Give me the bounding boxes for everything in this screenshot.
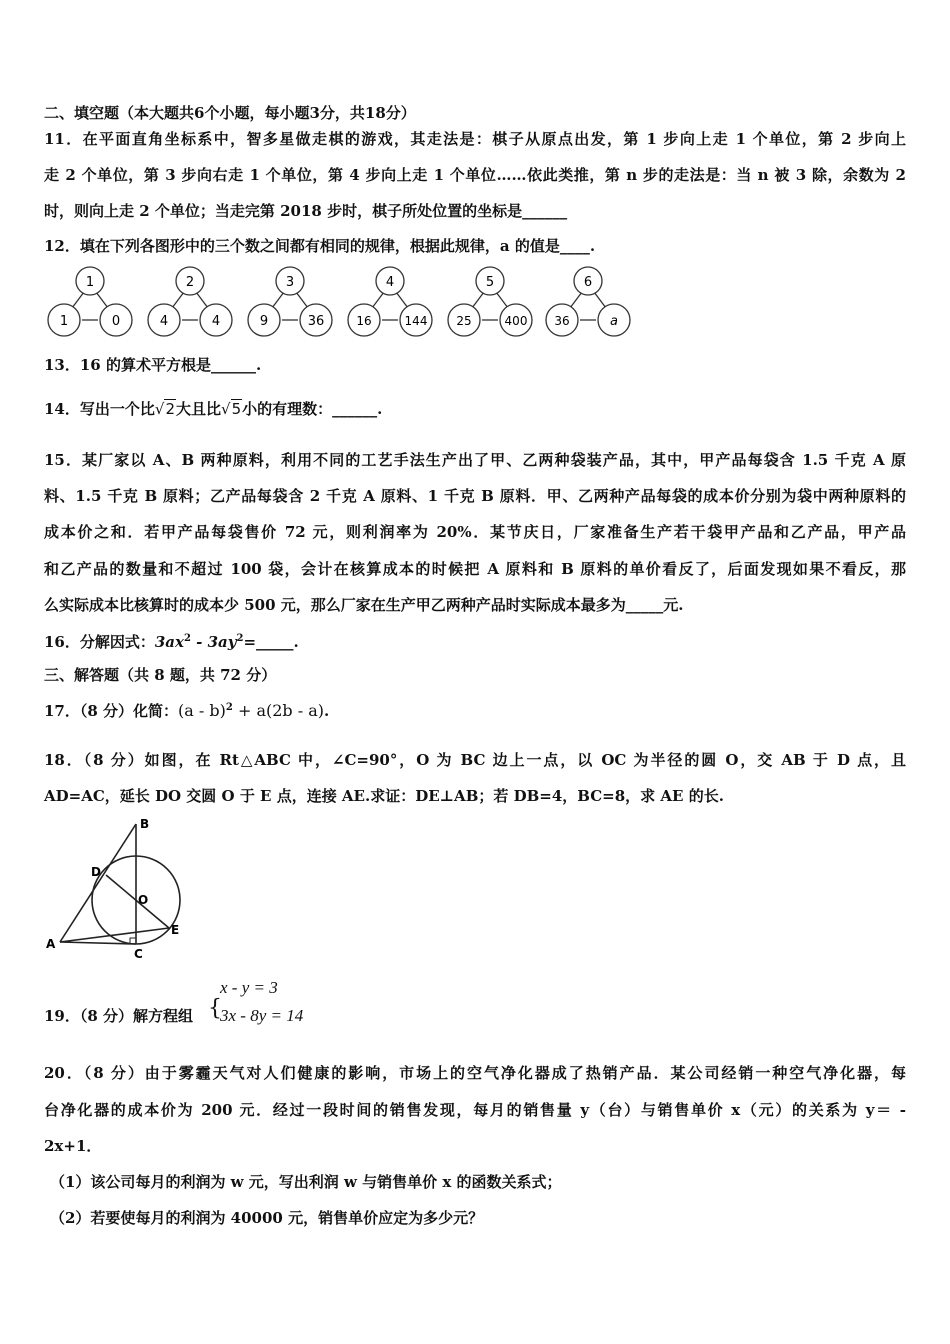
section-3-heading: 三、解答题（共 8 题，共 72 分） xyxy=(44,666,277,684)
segment-ab xyxy=(60,824,136,942)
q12-figures xyxy=(44,266,634,338)
q15-line-5: 么实际成本比核算时的成本少 500 元，那么厂家在生产甲乙两种产品时实际成本最多为_____元. xyxy=(44,596,684,614)
q12-f5-left: 25 xyxy=(456,314,472,328)
label-o: O xyxy=(138,893,149,907)
q15-line-4: 和乙产品的数量和不超过 100 袋，会计在核算成本的时候把 A 原料和 B 原料的单价看反了，后面发现如果不看反，那 xyxy=(44,560,906,578)
q12-figure-3 xyxy=(248,267,332,336)
q12-f4-top: 4 xyxy=(385,275,395,290)
q12-f1-top: 1 xyxy=(85,275,95,290)
q19-eq2: 3x - 8y = 14 xyxy=(220,1006,304,1025)
q14-line xyxy=(44,398,906,420)
q17-expr-b: + a(2b - a) xyxy=(232,701,324,720)
q19-eq1: x - y = 3 xyxy=(220,978,278,997)
q14-pre: 14．写出一个比 xyxy=(44,400,155,418)
q12-f6-left: 36 xyxy=(554,314,570,328)
q16-post: =_____. xyxy=(243,633,299,651)
q12-f1-left: 1 xyxy=(59,314,69,329)
q20-line-2: 台净化器的成本价为 200 元．经过一段时间的销售发现，每月的销售量 y（台）与销售单价 x（元）的关系为 y＝ - xyxy=(44,1101,906,1119)
label-a: A xyxy=(46,937,56,951)
q19-brace: { xyxy=(208,996,222,1021)
q11-line-1: 11．在平面直角坐标系中，智多星做走棋的游戏，其走法是：棋子从原点出发，第 1 步向上走 1 个单位，第 2 步向上 xyxy=(44,130,906,148)
q18-figure xyxy=(44,818,194,960)
q12-figure-1 xyxy=(48,267,132,336)
q12-f3-left: 9 xyxy=(259,314,269,329)
q16-expr-b: - 3ay xyxy=(190,633,237,651)
q12-f4-right: 144 xyxy=(404,314,428,328)
q19-text: 19．（8 分）解方程组 xyxy=(44,1007,194,1025)
q20-line-3: 2x+1． xyxy=(44,1137,102,1155)
q12-f6-right: a xyxy=(610,314,618,329)
q12-f5-right: 400 xyxy=(504,314,528,328)
q13-text: 13．16 的算术平方根是______. xyxy=(44,356,262,374)
section-2-heading: 二、填空题（本大题共6个小题，每小题3分，共18分） xyxy=(44,104,416,122)
q15-line-2: 料、1.5 千克 B 原料；乙产品每袋含 2 千克 A 原料、1 千克 B 原料．甲、乙两种产品每袋的成本价分别为袋中两种原料的 xyxy=(44,487,906,505)
q12-figure-2 xyxy=(148,267,232,336)
q17-line: 17．（8 分）化简：(a - b)$^2$ + a(2b - a). xyxy=(44,701,330,720)
q12-f3-top: 3 xyxy=(285,275,295,290)
q12-figure-6 xyxy=(546,267,630,336)
q14-post: 小的有理数：______. xyxy=(242,400,383,418)
label-b: B xyxy=(140,818,150,831)
q12-f5-top: 5 xyxy=(485,275,495,290)
label-e: E xyxy=(171,923,180,937)
q16-pre: 16．分解因式： xyxy=(44,633,155,651)
q12-text: 12．填在下列各图形中的三个数之间都有相同的规律，根据此规律，a 的值是____. xyxy=(44,237,596,255)
q12-figure-4 xyxy=(348,267,432,336)
q12-f3-right: 36 xyxy=(307,314,325,329)
q15-line-3: 成本价之和．若甲产品每袋售价 72 元，则利润率为 20%．某节庆日，厂家准备生产若干袋甲产品和乙产品，甲产品 xyxy=(44,523,906,541)
label-d: D xyxy=(91,865,101,879)
q16-expr-a: 3ax xyxy=(154,633,184,651)
q18-line-2: AD=AC，延长 DO 交圆 O 于 E 点，连接 AE.求证：DE⊥AB；若 DB=4，BC=8，求 AE 的长. xyxy=(44,787,724,805)
q12-f2-top: 2 xyxy=(185,275,195,290)
q12-figure-5 xyxy=(448,267,532,336)
q11-line-2: 走 2 个单位，第 3 步向右走 1 个单位，第 4 步向上走 1 个单位……依此类推，第 n 步的走法是：当 n 被 3 除，余数为 2 xyxy=(44,166,906,184)
q17-expr-a: (a - b) xyxy=(178,701,226,720)
q12-f1-right: 0 xyxy=(111,314,121,329)
sqrt-5: √5 xyxy=(221,400,242,418)
q12-f6-top: 6 xyxy=(583,275,593,290)
label-c: C xyxy=(134,947,143,960)
q20-part-1: （1）该公司每月的利润为 w 元，写出利润 w 与销售单价 x 的函数关系式； xyxy=(50,1173,562,1191)
sqrt-2: √2 xyxy=(154,400,175,418)
q17-pre: 17．（8 分）化简： xyxy=(44,702,179,720)
q17-post: . xyxy=(324,702,330,720)
q20-part-2: （2）若要使每月的利润为 40000 元，销售单价应定为多少元？ xyxy=(50,1209,484,1227)
q20-line-1: 20．（8 分）由于雾霾天气对人们健康的影响，市场上的空气净化器成了热销产品．某公司经销一种空气净化器，每 xyxy=(44,1064,906,1082)
q12-f4-left: 16 xyxy=(356,314,372,328)
q11-line-3: 时，则向上走 2 个单位；当走完第 2018 步时，棋子所处位置的坐标是______ xyxy=(44,202,568,220)
q15-line-1: 15．某厂家以 A、B 两种原料，利用不同的工艺手法生产出了甲、乙两种袋装产品，其中，甲产品每袋含 1.5 千克 A 原 xyxy=(44,451,906,469)
q14-mid: 大且比 xyxy=(175,400,221,418)
q12-f2-right: 4 xyxy=(211,314,221,329)
q18-line-1: 18．（8 分）如图，在 Rt△ABC 中，∠C=90°，O 为 BC 边上一点，以 OC 为半径的圆 O，交 AB 于 D 点，且 xyxy=(44,751,906,769)
q16-line: 16．分解因式：$3ax^2$ - $3ay^2=\_\_\_\_\_$. xyxy=(44,633,299,651)
q12-f2-left: 4 xyxy=(159,314,169,329)
